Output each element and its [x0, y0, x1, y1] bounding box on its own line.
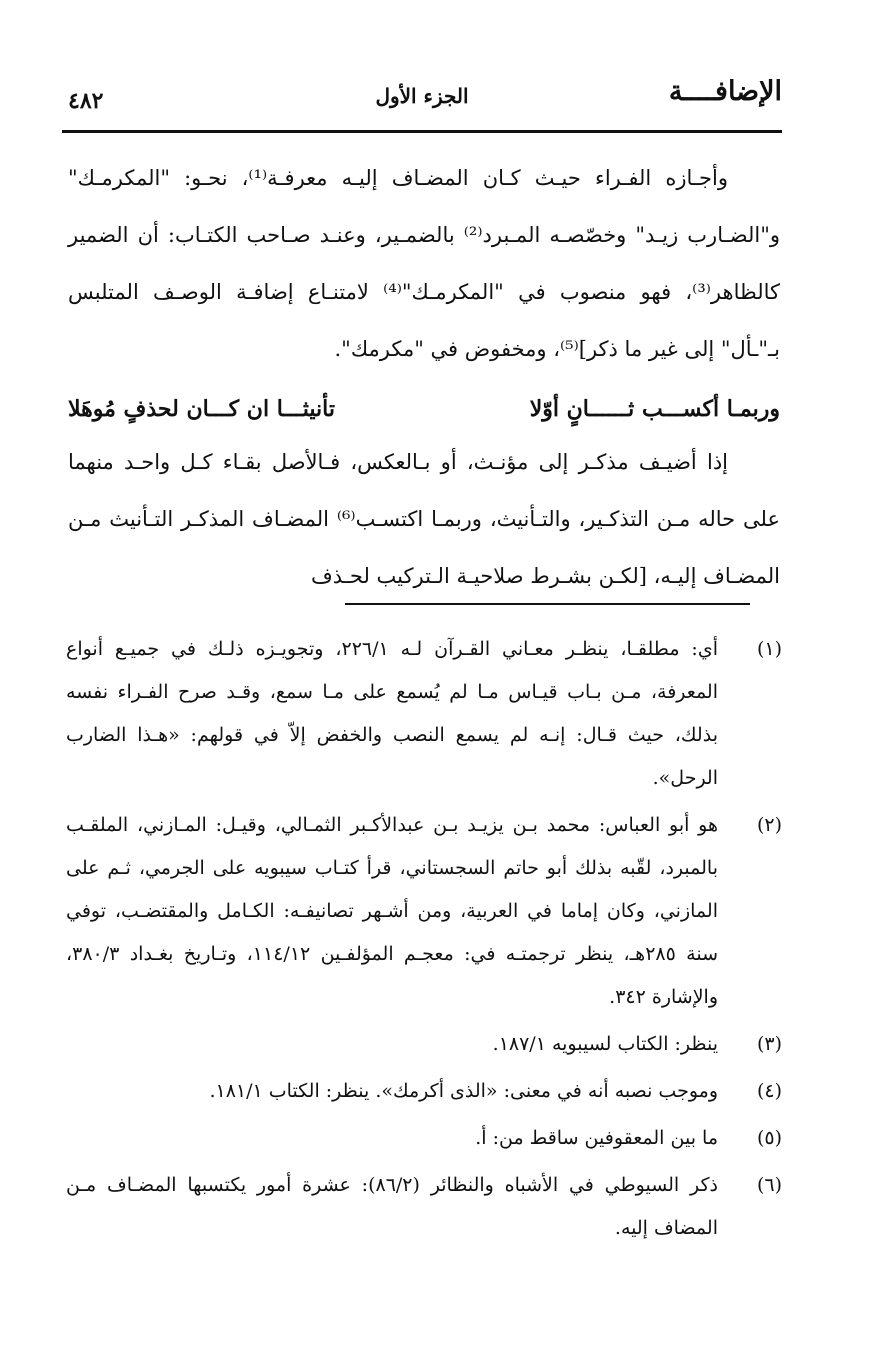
footnote-number: (١) — [756, 638, 782, 660]
footnote-text: ذكر السيوطي في الأشباه والنظائر (٨٦/٢): عشرة أمور يكتسبها المضـاف مـن المضاف إليه. — [66, 1174, 718, 1239]
chapter-title: الإضافــــة — [668, 76, 782, 107]
footnotes — [66, 628, 782, 1254]
footnote — [66, 804, 782, 1019]
footnote — [66, 628, 782, 800]
header-rule — [62, 130, 782, 133]
footnote-text: ما بين المعقوفين ساقط من: أ. — [475, 1127, 718, 1149]
footnote-text: وموجب نصبه أنه في معنى: «الذى أكرمك». ينظر: الكتاب ١٨١/١. — [209, 1080, 718, 1102]
footnote-text: هو أبو العباس: محمد بـن يزيـد بـن عبدالأكـبر الثمـالي، وقيـل: المـازني، الملقـب بالمبرد، لقّبه بذلك أبو حاتم السجستاني، قرأ كتـاب سيبويه على الجرمي، ثـم على المازني، وكان إماما في العربية، ومن أشـهر تصانيفـه: الكـامل والمقتضـب، توفي سنة ٢٨٥هـ، ينظر ترجمتـه في: معجـم المؤلفـين ١١٤/١٢، وتـاريخ بغـداد ٣٨٠/٣، والإشارة ٣٤٢. — [66, 814, 718, 1008]
footnote — [66, 1117, 782, 1160]
footnote-number: (٤) — [756, 1080, 782, 1102]
footnote-number: (٦) — [756, 1174, 782, 1196]
footnote-text: أي: مطلقـا، ينظـر معـاني القـرآن لـه ٢٢٦/١، وتجويـزه ذلـك في جميـع أنواع المعرفة، مـن بـاب قيـاس مـا لم يُسمع على مـا سمع، وقـد صرح الفـراء نفسه بذلك، حيث قـال: إنـه لم يسمع النصب والخفض إلاّ في قولهم: «هـذا الضارب الرحل». — [66, 638, 718, 789]
footnote-separator — [345, 603, 750, 605]
footnote-number: (٥) — [756, 1127, 782, 1149]
footnote — [66, 1023, 782, 1066]
footnote-text: ينظر: الكتاب لسيبويه ١٨٧/١. — [492, 1033, 718, 1055]
footnote-number: (٢) — [756, 814, 782, 836]
paragraph: إذا أضيـف مذكـر إلى مؤنـث، أو بـالعكس، فـالأصل بقـاء كـل واحـد منهما على حاله مـن التذكـير، والتـأنيث، وربمـا اكتسـب⁽⁶⁾ المضـاف المذكـر التـأنيث مـن المضـاف إليـه، [لكـن بشـرط صلاحيـة الـتركيب لحـذف — [68, 450, 780, 588]
footnote-number: (٣) — [756, 1033, 782, 1055]
verse-second-hemistich: تأنيثـــا ان كـــان لحذفٍ مُوهَلا — [68, 396, 335, 422]
volume-label: الجزء الأول — [375, 84, 469, 108]
running-header — [62, 70, 782, 128]
verse-line — [68, 384, 780, 434]
main-text — [68, 150, 780, 605]
paragraph: وأجـازه الفـراء حيـث كـان المضـاف إليـه معرفـة⁽¹⁾، نحـو: "المكرمـك" و"الضـارب زيـد" وخصّصـه المـبرد⁽²⁾ بالضمـير، وعنـد صـاحب الكتـاب: أن الضمير كالظاهر⁽³⁾، فهو منصوب في "المكرمـك"⁽⁴⁾ لامتنـاع إضافـة الوصـف المتلبس بـ"ـأل" إلى غير ما ذكر]⁽⁵⁾، ومخفوض في "مكرمك". — [68, 166, 780, 361]
verse-first-hemistich: وربمـا أكســـب ثــــــانٍ أوّلا — [529, 396, 780, 422]
page-number: ٤٨٢ — [68, 88, 104, 114]
footnote — [66, 1164, 782, 1250]
footnote — [66, 1070, 782, 1113]
